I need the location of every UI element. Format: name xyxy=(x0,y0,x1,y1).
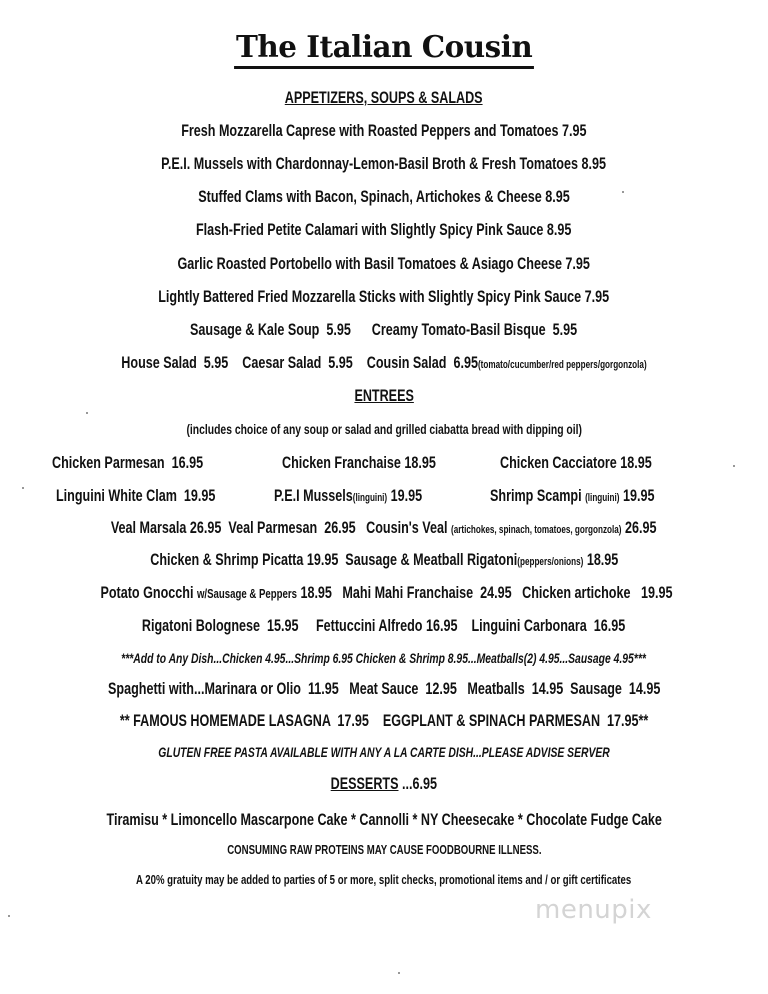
watermark-logo: menupix xyxy=(535,895,652,925)
entree-row: Rigatoni Bolognese 15.95 Fettuccini Alfredo 16.95 Linguini Carbonara 16.95 xyxy=(142,616,626,635)
appetizer-item: Flash-Fried Petite Calamari with Slightly Spicy Pink Sauce 8.95 xyxy=(196,220,572,239)
entree-item: Linguini White Clam 19.95 xyxy=(56,486,216,505)
entrees-heading: ENTREES xyxy=(354,386,414,405)
entree-item: P.E.I Mussels(linguini) 19.95 xyxy=(274,486,423,505)
gluten-free-note: GLUTEN FREE PASTA AVAILABLE WITH ANY A LA CARTE DISH...PLEASE ADVISE SERVER xyxy=(158,744,610,760)
addons-line: ***Add to Any Dish...Chicken 4.95...Shrimp 6.95 Chicken & Shrimp 8.95...Meatballs(2) 4.95...Sausage 4.95*** xyxy=(121,650,647,666)
entree-row: Veal Marsala 26.95 Veal Parmesan 26.95 Cousin's Veal (artichokes, spinach, tomatoes, gorgonzola) 26.95 xyxy=(111,518,657,537)
scan-speck xyxy=(398,972,400,974)
appetizer-item: Lightly Battered Fried Mozzarella Sticks with Slightly Spicy Pink Sauce 7.95 xyxy=(158,287,610,306)
entree-row: Chicken & Shrimp Picatta 19.95 Sausage & Meatball Rigatoni(peppers/onions) 18.95 xyxy=(149,550,619,569)
entree-item: Chicken & Shrimp Picatta xyxy=(149,550,304,569)
entree-item: Linguini Carbonara xyxy=(471,616,588,635)
scan-speck xyxy=(86,412,88,414)
soup-name: Creamy Tomato-Basil Bisque xyxy=(372,320,547,339)
specials-line: ** FAMOUS HOMEMADE LASAGNA 17.95 EGGPLANT & SPINACH PARMESAN 17.95** xyxy=(119,711,649,730)
scan-speck xyxy=(733,465,735,467)
scan-speck xyxy=(622,191,624,193)
entree-row: Potato Gnocchi w/Sausage & Peppers 18.95 Mahi Mahi Franchaise 24.95 Chicken artichoke 19.95 xyxy=(100,583,673,602)
salad-name: House Salad xyxy=(121,353,197,372)
salad-name: Caesar Salad xyxy=(242,353,322,372)
entree-item: Cousin's Veal xyxy=(366,518,448,537)
scan-speck xyxy=(8,915,10,917)
salad-note: (tomato/cucumber/red peppers/gorgonzola) xyxy=(477,359,647,371)
soups-line xyxy=(0,320,768,340)
entree-item: Shrimp Scampi (linguini) 19.95 xyxy=(490,486,655,505)
entree-item: Rigatoni Bolognese xyxy=(142,616,261,635)
appetizer-item: Fresh Mozzarella Caprese with Roasted Peppers and Tomatoes 7.95 xyxy=(181,121,587,140)
desserts-heading: DESSERTS ...6.95 xyxy=(330,774,438,793)
entree-item: Chicken Parmesan 16.95 xyxy=(52,453,204,472)
entree-item: Fettuccini Alfredo xyxy=(316,616,423,635)
entree-item: Mahi Mahi Franchaise xyxy=(342,583,474,602)
appetizer-item: P.E.I. Mussels with Chardonnay-Lemon-Basil Broth & Fresh Tomatoes 8.95 xyxy=(161,154,607,173)
appetizer-item: Stuffed Clams with Bacon, Spinach, Artichokes & Cheese 8.95 xyxy=(198,187,570,206)
entree-item: Potato Gnocchi xyxy=(100,583,194,602)
salads-line: House Salad 5.95 Caesar Salad 5.95 Cousin Salad 6.95(tomato/cucumber/red peppers/gorgonzola) xyxy=(121,353,647,372)
soup-price: 5.95 xyxy=(326,320,352,339)
entree-item: Chicken artichoke xyxy=(522,583,631,602)
appetizer-item: Garlic Roasted Portobello with Basil Tomatoes & Asiago Cheese 7.95 xyxy=(177,254,591,273)
desserts-price: ...6.95 xyxy=(402,774,438,793)
soup-name: Sausage & Kale Soup xyxy=(190,320,320,339)
desserts-list: Tiramisu * Limoncello Mascarpone Cake * Cannolli * NY Cheesecake * Chocolate Fudge Cake xyxy=(106,810,662,829)
restaurant-title: The Italian Cousin xyxy=(0,30,768,69)
entree-item: Chicken Franchaise 18.95 xyxy=(282,453,436,472)
spaghetti-line: Spaghetti with...Marinara or Olio 11.95 Meat Sauce 12.95 Meatballs 14.95 Sausage 14.95 xyxy=(107,679,661,698)
entrees-subheading: (includes choice of any soup or salad and grilled ciabatta bread with dipping oil) xyxy=(186,421,582,437)
scan-speck xyxy=(22,487,24,489)
entree-item: Chicken Cacciatore 18.95 xyxy=(500,453,652,472)
soup-price: 5.95 xyxy=(553,320,578,339)
entree-item: Sausage & Meatball Rigatoni xyxy=(345,550,518,569)
raw-protein-warning: CONSUMING RAW PROTEINS MAY CAUSE FOODBOURNE ILLNESS. xyxy=(226,842,542,857)
salad-name: Cousin Salad xyxy=(366,353,447,372)
appetizers-heading: APPETIZERS, SOUPS & SALADS xyxy=(285,88,483,107)
gratuity-note: A 20% gratuity may be added to parties of 5 or more, split checks, promotional items and / or gift certificates xyxy=(136,872,632,887)
entree-item: Veal Marsala xyxy=(111,518,187,537)
entree-item: Veal Parmesan xyxy=(228,518,318,537)
